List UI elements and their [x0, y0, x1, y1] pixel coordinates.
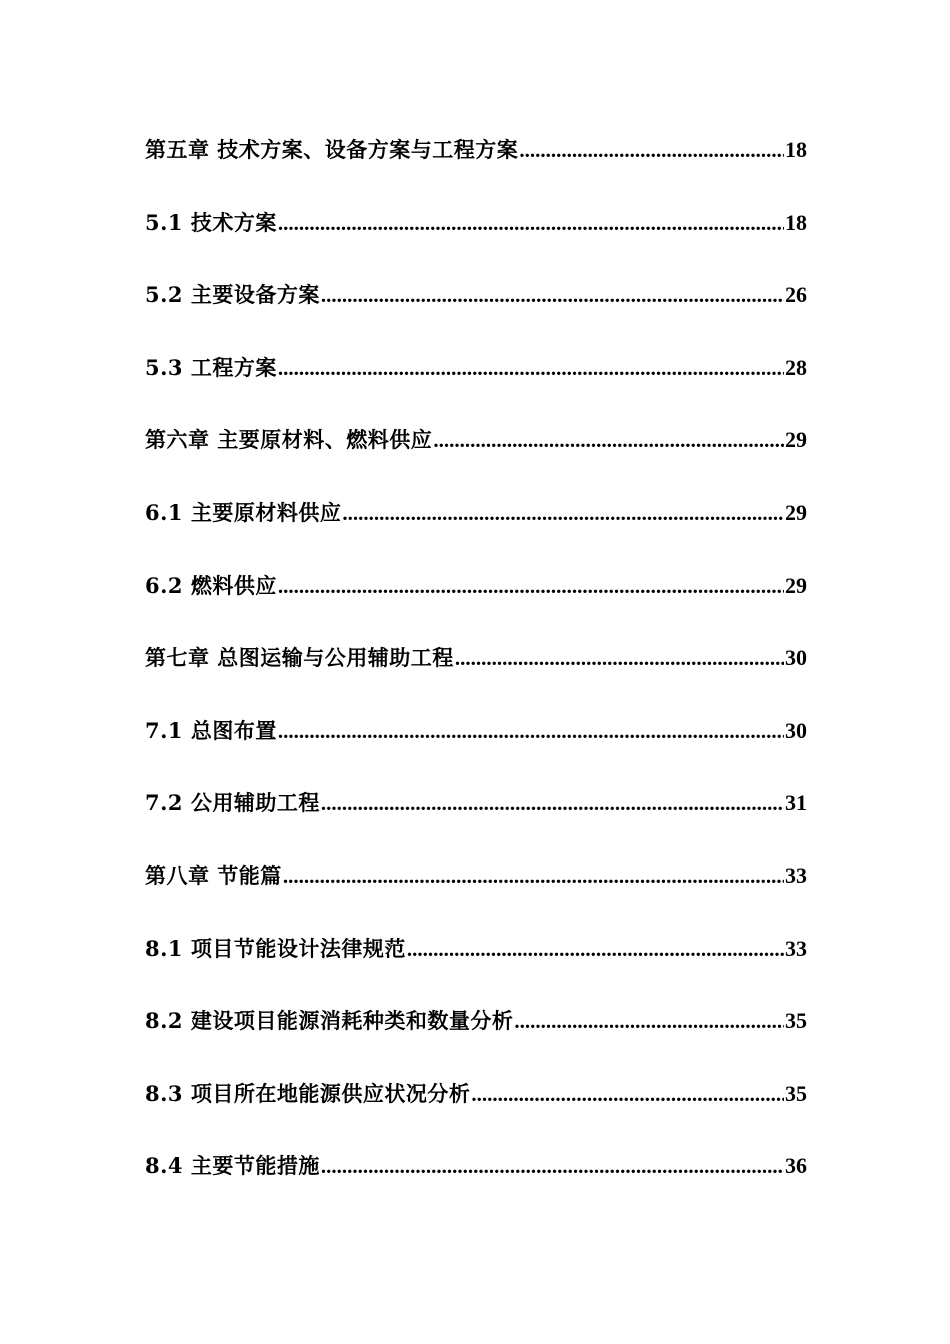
toc-entry-chapter-5[interactable]	[145, 128, 807, 201]
toc-dot-leader	[514, 999, 784, 1043]
toc-entry-chapter-7[interactable]	[145, 636, 807, 709]
toc-entry-title: 5.3 工程方案	[145, 354, 277, 380]
toc-entry-5-3[interactable]	[145, 346, 807, 419]
toc-entry-title: 第六章 主要原材料、燃料供应	[145, 427, 433, 453]
toc-dot-leader	[342, 491, 784, 535]
toc-dot-leader	[321, 273, 784, 317]
toc-entry-8-1[interactable]	[145, 927, 807, 1000]
toc-entry-title: 7.2 公用辅助工程	[145, 790, 320, 816]
toc-entry-page: 26	[785, 282, 807, 308]
toc-dot-leader	[278, 201, 784, 245]
toc-entry-5-1[interactable]	[145, 201, 807, 274]
toc-entry-title: 6.1 主要原材料供应	[145, 499, 342, 525]
toc-entry-title: 5.1 技术方案	[145, 209, 277, 235]
toc-entry-title: 8.4 主要节能措施	[145, 1153, 320, 1179]
toc-dot-leader	[321, 1144, 784, 1188]
toc-dot-leader	[278, 346, 784, 390]
toc-entry-page: 29	[785, 572, 807, 598]
toc-entry-title: 第八章 节能篇	[145, 862, 282, 888]
toc-entry-7-2[interactable]	[145, 781, 807, 854]
table-of-contents	[145, 128, 807, 1217]
toc-entry-page: 35	[785, 1080, 807, 1106]
toc-entry-page: 29	[785, 499, 807, 525]
toc-entry-title: 8.1 项目节能设计法律规范	[145, 935, 406, 961]
toc-entry-5-2[interactable]	[145, 273, 807, 346]
toc-entry-title: 6.2 燃料供应	[145, 572, 277, 598]
toc-entry-page: 33	[785, 935, 807, 961]
toc-entry-title: 8.3 项目所在地能源供应状况分析	[145, 1080, 471, 1106]
toc-dot-leader	[321, 781, 784, 825]
toc-entry-title: 第五章 技术方案、设备方案与工程方案	[145, 137, 519, 162]
toc-dot-leader	[407, 927, 784, 971]
toc-entry-page: 33	[785, 862, 807, 888]
toc-entry-page: 35	[785, 1008, 807, 1034]
toc-entry-6-1[interactable]	[145, 491, 807, 564]
toc-entry-6-2[interactable]	[145, 564, 807, 637]
toc-entry-8-2[interactable]	[145, 999, 807, 1072]
toc-dot-leader	[278, 709, 784, 753]
toc-entry-chapter-6[interactable]	[145, 418, 807, 491]
toc-entry-title: 7.1 总图布置	[145, 717, 277, 743]
toc-entry-page: 29	[785, 427, 807, 453]
toc-entry-7-1[interactable]	[145, 709, 807, 782]
toc-entry-page: 18	[785, 209, 807, 235]
toc-dot-leader	[433, 418, 784, 462]
toc-dot-leader	[519, 128, 784, 172]
toc-entry-8-3[interactable]	[145, 1072, 807, 1145]
toc-dot-leader	[471, 1072, 784, 1116]
toc-entry-page: 36	[785, 1153, 807, 1179]
toc-entry-page: 18	[785, 137, 807, 162]
toc-dot-leader	[283, 854, 784, 898]
toc-dot-leader	[278, 564, 784, 608]
toc-entry-page: 28	[785, 354, 807, 380]
toc-entry-page: 31	[785, 790, 807, 816]
toc-entry-page: 30	[785, 717, 807, 743]
toc-entry-title: 5.2 主要设备方案	[145, 282, 320, 308]
toc-entry-title: 第七章 总图运输与公用辅助工程	[145, 645, 454, 671]
toc-entry-title: 8.2 建设项目能源消耗种类和数量分析	[145, 1008, 514, 1034]
toc-dot-leader	[455, 636, 784, 680]
toc-entry-8-4[interactable]	[145, 1144, 807, 1217]
toc-entry-chapter-8[interactable]	[145, 854, 807, 927]
toc-entry-page: 30	[785, 645, 807, 671]
